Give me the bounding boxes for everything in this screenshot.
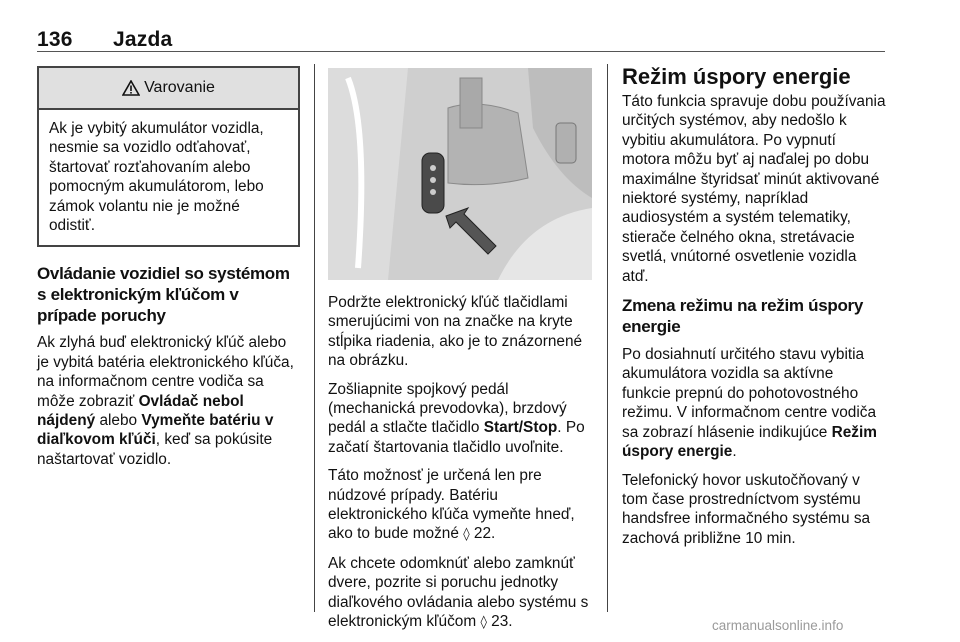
- paragraph-energy-saving-intro: Táto funkcia spravuje dobu používania určitých systémov, aby nedošlo k vybitiu akumulátora. Po vypnutí motora môžu byť aj naďalej po dobu maximálne štyridsať minút aktivované niektoré systémy, napríklad audiosystém a systém telematiky, stierače čelného okna, stretávacie svetlá, vnútorné osvetlenie vozidla atď.: [622, 93, 886, 285]
- page-reference-arrow-icon: ◊: [480, 615, 487, 631]
- warning-text: Ak je vybitý akumulátor vozidla, nesmie sa vozidlo odťahovať, štartovať rozťahovaním alebo pomocným akumulátorom, lebo zámok volantu nie je možné odistiť.: [49, 120, 264, 235]
- page-reference-arrow-icon: ◊: [463, 527, 470, 543]
- message-energy-saving-mode: Režim úspory energie: [622, 423, 877, 461]
- page-header: [37, 28, 172, 52]
- section-heading-electronic-key-failure: Ovládanie vozidiel so systémom s elektronickým kľúčom v prípade poruchy: [37, 264, 290, 326]
- warning-header: [39, 68, 298, 110]
- steering-column-illustration: [328, 68, 592, 280]
- watermark: carmanualsonline.info: [712, 618, 844, 633]
- column-middle: [328, 64, 592, 642]
- warning-title: Varovanie: [144, 79, 215, 96]
- subsection-heading-mode-change: Zmena režimu na režim úspory energie: [622, 296, 864, 337]
- column-divider-2: [607, 64, 608, 612]
- column-divider-1: [314, 64, 315, 612]
- paragraph-key-failure: Ak zlyhá buď elektronický kľúč alebo je vybitá batéria elektronického kľúča, na informačnom centre vodiča sa môže zobraziť Ovládač nebol nájdený alebo Vymeňte batériu v diaľkovom kľúči, keď sa pokúsite naštartovať vozidlo.: [37, 334, 294, 468]
- paragraph-mode-change: Po dosiahnutí určitého stavu vybitia akumulátora vozidla sa aktívne funkcie prepnú do pohotovostného režimu. V informačnom centre vodiča sa zobrazí hlásenie indikujúce Režim úspory energie.: [622, 346, 877, 461]
- warning-triangle-icon: [122, 80, 140, 96]
- paragraph-hold-key: Podržte elektronický kľúč tlačidlami smerujúcimi von na značke na kryte stĺpika riadenia, ako je to znázornené na obrázku.: [328, 294, 583, 370]
- paragraph-start-procedure: Zošliapnite spojkový pedál (mechanická prevodovka), brzdový pedál a stlačte tlačidlo Start/Stop. Po začatí štartovania tlačidlo uvoľnite.: [328, 380, 585, 456]
- paragraph-phone-call: Telefonický hovor uskutočňovaný v tom čase prostredníctvom systému handsfree informačného systému sa zachová približne 10 min.: [622, 471, 871, 547]
- paragraph-emergency-only: Táto možnosť je určená len pre núdzové prípady. Batériu elektronického kľúča vymeňte hneď, ako to bude možné ◊ 22.: [328, 467, 575, 543]
- chapter-title: Jazda: [113, 28, 173, 51]
- header-divider: [37, 51, 885, 52]
- message-controller-not-found: Ovládač nebol nájdený: [37, 392, 244, 430]
- column-left: [37, 64, 300, 478]
- paragraph-lock-unlock: Ak chcete odomknúť alebo zamknúť dvere, pozrite si poruchu jednotky diaľkového ovládania alebo systému s elektronickým kľúčom ◊ 23.: [328, 554, 589, 631]
- page-number: 136: [37, 28, 73, 51]
- column-right: [622, 64, 886, 557]
- message-replace-battery: Vymeňte batériu v diaľkovom kľúči: [37, 412, 274, 449]
- start-stop-label: Start/Stop: [483, 419, 558, 437]
- steering-column-key-figure: [328, 68, 592, 280]
- warning-box: [37, 66, 300, 247]
- section-title-energy-saving: Režim úspory energie: [622, 64, 851, 89]
